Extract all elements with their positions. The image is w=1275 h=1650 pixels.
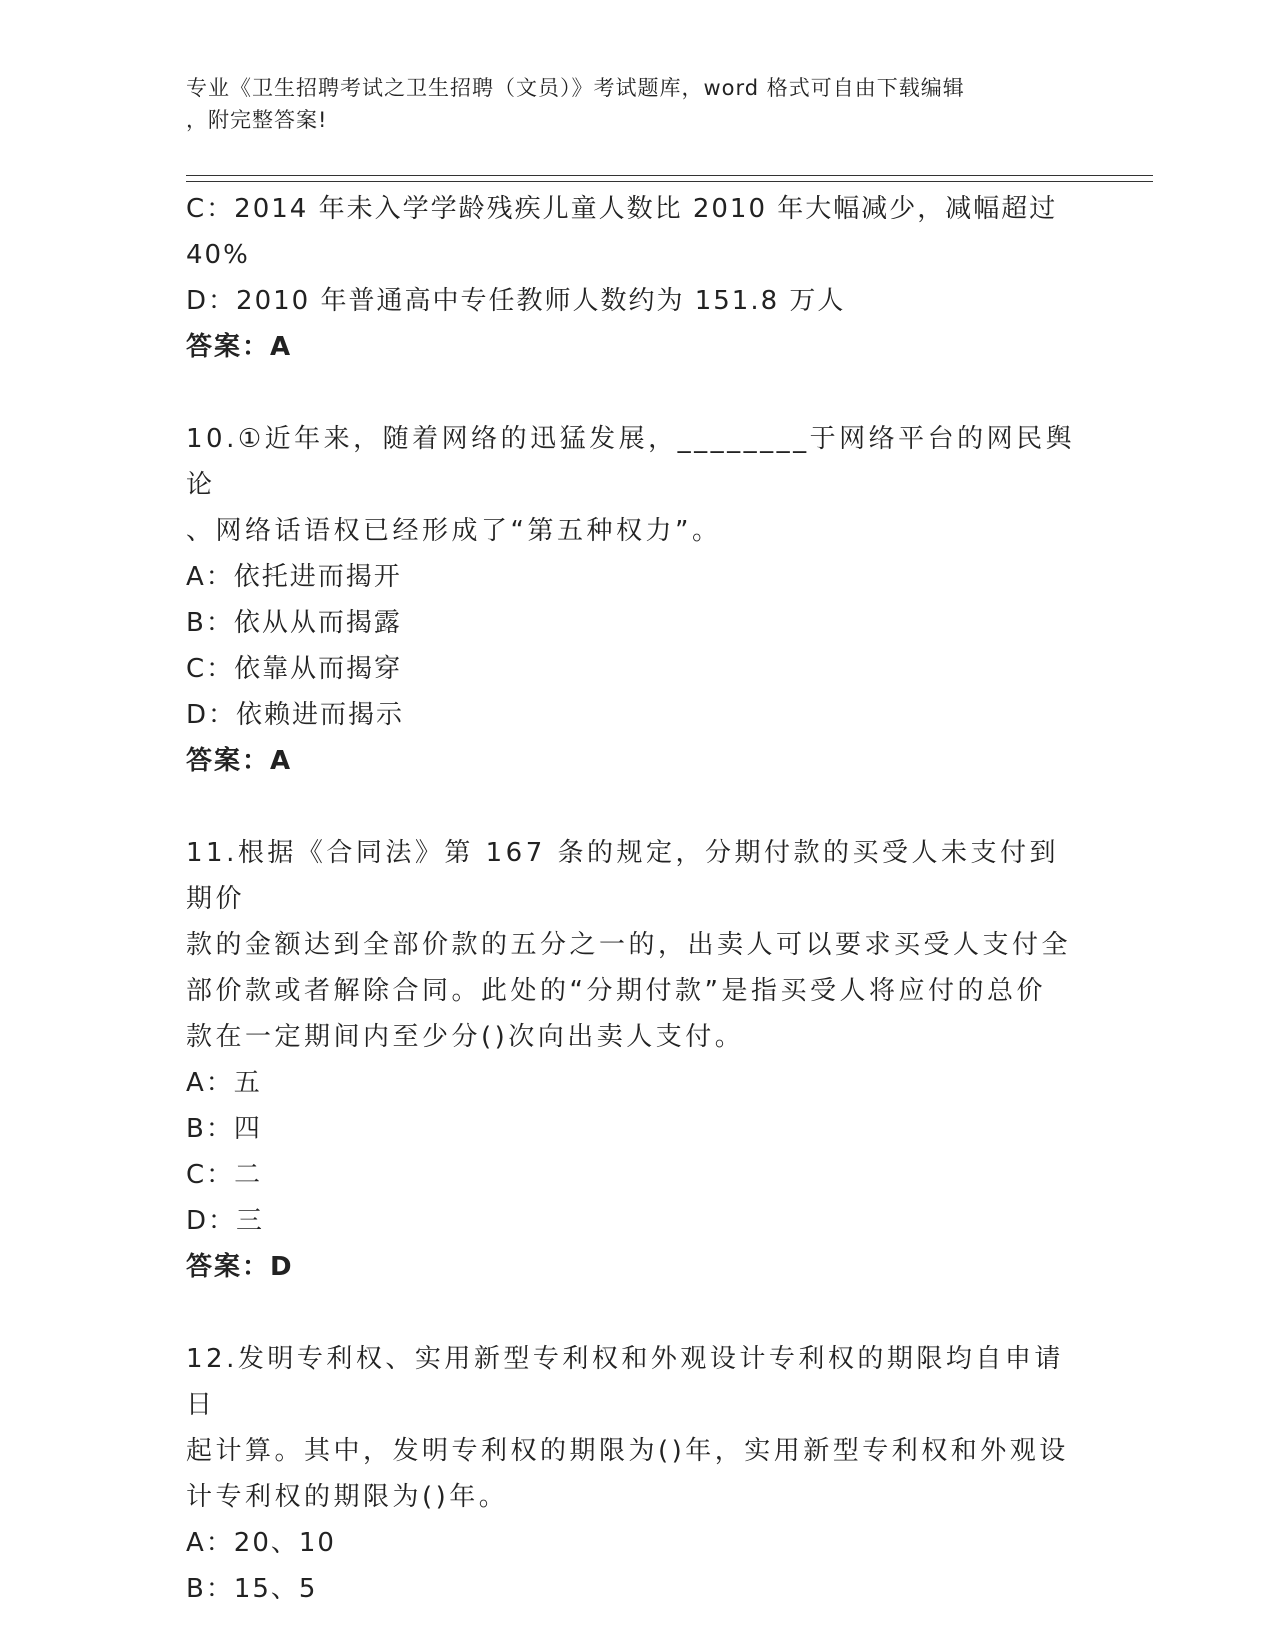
option-b: B：依从从而揭露 xyxy=(186,608,402,638)
question-text: 12.发明专利权、实用新型专利权和外观设计专利权的期限均自申请日 xyxy=(186,1344,1064,1420)
answer: 答案：A xyxy=(186,332,293,362)
option-c: C：2014 年未入学学龄残疾儿童人数比 2010 年大幅减少，减幅超过 xyxy=(186,194,1058,224)
option-d: D：依赖进而揭示 xyxy=(186,700,405,730)
question-12 xyxy=(186,1336,1086,1612)
answer: 答案：D xyxy=(186,1252,294,1282)
carry-over-block xyxy=(186,186,1086,370)
header-divider-bottom xyxy=(186,181,1153,182)
question-text: 部价款或者解除合同。此处的“分期付款”是指买受人将应付的总价 xyxy=(186,976,1046,1006)
header-line-1: 专业《卫生招聘考试之卫生招聘（文员）》考试题库，word 格式可自由下载编辑 xyxy=(186,76,965,100)
option-c: C：二 xyxy=(186,1160,263,1190)
option-b: B：15、5 xyxy=(186,1574,318,1604)
option-d: D：2010 年普通高中专任教师人数约为 151.8 万人 xyxy=(186,286,846,316)
option-c-continued: 40% xyxy=(186,240,250,270)
answer: 答案：A xyxy=(186,746,293,776)
question-text: 款的金额达到全部价款的五分之一的，出卖人可以要求买受人支付全 xyxy=(186,930,1072,960)
question-11 xyxy=(186,830,1086,1290)
header-line-2: ，附完整答案! xyxy=(186,108,328,132)
document-header xyxy=(186,72,1066,136)
header-divider-top xyxy=(186,175,1153,176)
question-text: 计专利权的期限为()年。 xyxy=(186,1482,509,1512)
question-10 xyxy=(186,416,1086,784)
question-text: 10.①近年来，随着网络的迅猛发展，________于网络平台的网民舆论 xyxy=(186,424,1076,500)
question-text: 、网络话语权已经形成了“第五种权力”。 xyxy=(186,516,722,546)
question-content xyxy=(186,186,1086,1612)
question-text: 款在一定期间内至少分()次向出卖人支付。 xyxy=(186,1022,745,1052)
question-text: 11.根据《合同法》第 167 条的规定，分期付款的买受人未支付到期价 xyxy=(186,838,1060,914)
option-c: C：依靠从而揭穿 xyxy=(186,654,403,684)
option-a: A：依托进而揭开 xyxy=(186,562,402,592)
option-b: B：四 xyxy=(186,1114,262,1144)
option-a: A：五 xyxy=(186,1068,262,1098)
question-text: 起计算。其中，发明专利权的期限为()年，实用新型专利权和外观设 xyxy=(186,1436,1069,1466)
option-d: D：三 xyxy=(186,1206,265,1236)
option-a: A：20、10 xyxy=(186,1528,336,1558)
